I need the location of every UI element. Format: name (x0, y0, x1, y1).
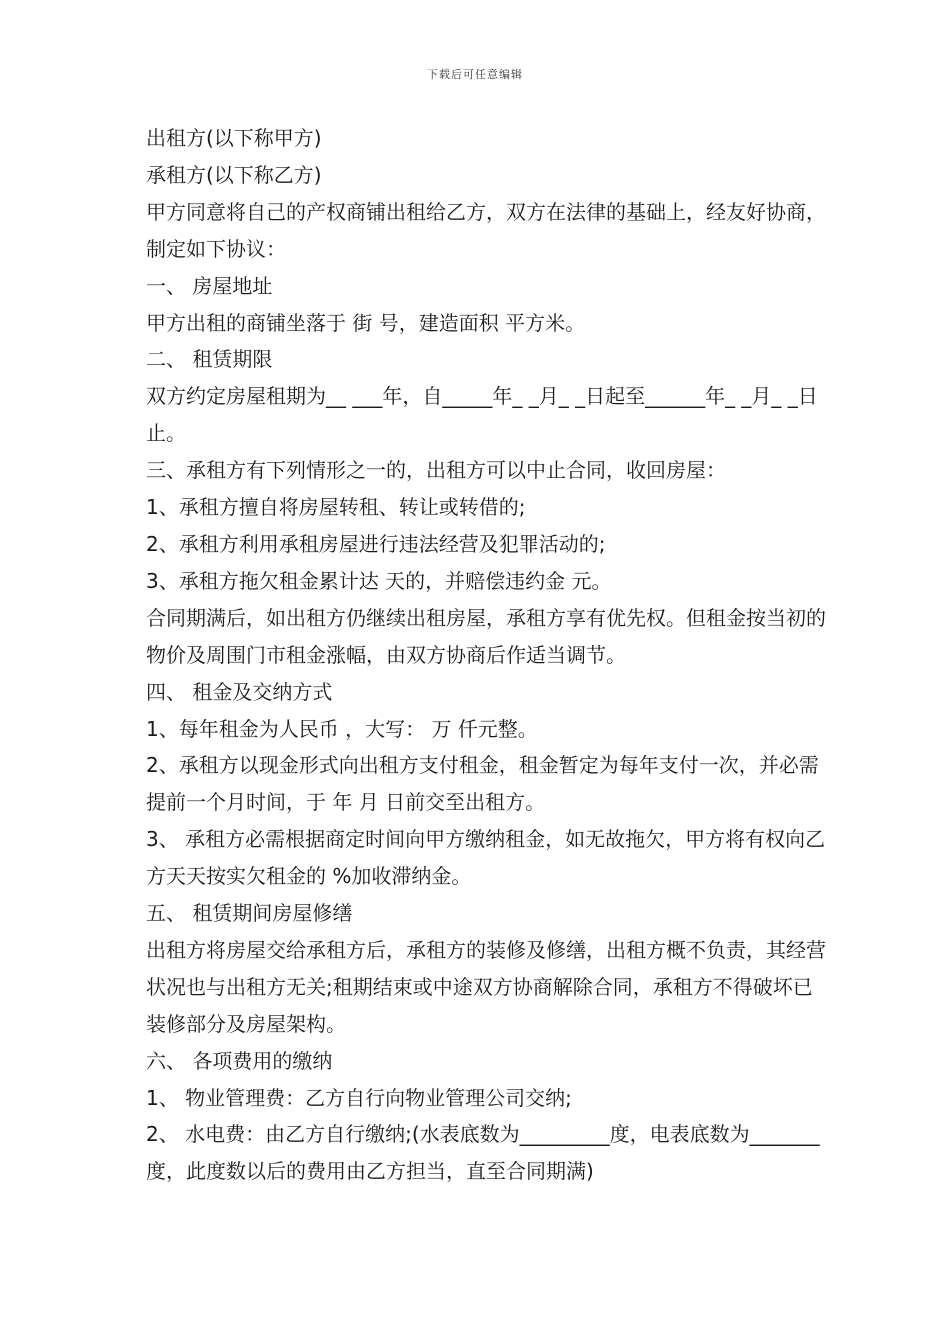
address-clause: 甲方出租的商铺坐落于 街 号，建造面积 平方米。 (146, 310, 586, 335)
section-heading-rent: 四、 租金及交纳方式 (146, 679, 333, 704)
document-body (146, 120, 826, 1190)
repair-clause: 出租方将房屋交给承租方后，承租方的装修及修缮，出租方概不负责，其经营状况也与出租方无关;租期结束或中途双方协商解除合同，承租方不得破坏已装修部分及房屋架构。 (146, 937, 826, 1036)
termination-item-3: 3、承租方拖欠租金累计达 天的，并赔偿违约金 元。 (146, 568, 612, 593)
rent-item-1: 1、每年租金为人民币 ，大写： 万 仟元整。 (146, 716, 538, 741)
party-a-line: 出租方(以下称甲方) (146, 126, 322, 150)
section-heading-termination: 三、承租方有下列情形之一的，出租方可以中止合同，收回房屋： (146, 458, 726, 483)
section-heading-fees: 六、 各项费用的缴纳 (146, 1048, 333, 1073)
rent-item-2: 2、承租方以现金形式向出租方支付租金，租金暂定为每年支付一次，并必需提前一个月时间，于 年 月 日前交至出租方。 (146, 753, 819, 815)
rent-item-3: 3、 承租方必需根据商定时间向甲方缴纳租金，如无故拖欠，甲方将有权向乙方天天按实欠租金的 %加收滞纳金。 (146, 827, 826, 889)
termination-item-1: 1、承租方擅自将房屋转租、转让或转借的; (146, 495, 526, 520)
fees-item-2: 2、 水电费：由乙方自行缴纳;(水表底数为_________度，电表底数为_______度，此度数以后的费用由乙方担当，直至合同期满) (146, 1122, 820, 1184)
page-header-note: 下载后可任意编辑 (427, 68, 523, 81)
fees-item-1: 1、 物业管理费：乙方自行向物业管理公司交纳; (146, 1085, 572, 1110)
section-heading-repair: 五、 租赁期间房屋修缮 (146, 901, 353, 926)
party-b-line: 承租方(以下称乙方) (146, 162, 322, 187)
termination-item-2: 2、承租方利用承租房屋进行违法经营及犯罪活动的; (146, 531, 606, 556)
agreement-intro: 甲方同意将自己的产权商铺出租给乙方，双方在法律的基础上，经友好协商，制定如下协议： (146, 199, 826, 261)
renewal-clause: 合同期满后，如出租方仍继续出租房屋，承租方享有优先权。但租金按当初的物价及周围门市租金涨幅，由双方协商后作适当调节。 (146, 605, 826, 667)
section-heading-address: 一、 房屋地址 (146, 273, 273, 298)
term-clause: 双方约定房屋租期为__ ___年，自_____年_ _月_ _日起至______年_ _月_ _日止。 (146, 384, 818, 446)
section-heading-term: 二、 租赁期限 (146, 347, 273, 372)
